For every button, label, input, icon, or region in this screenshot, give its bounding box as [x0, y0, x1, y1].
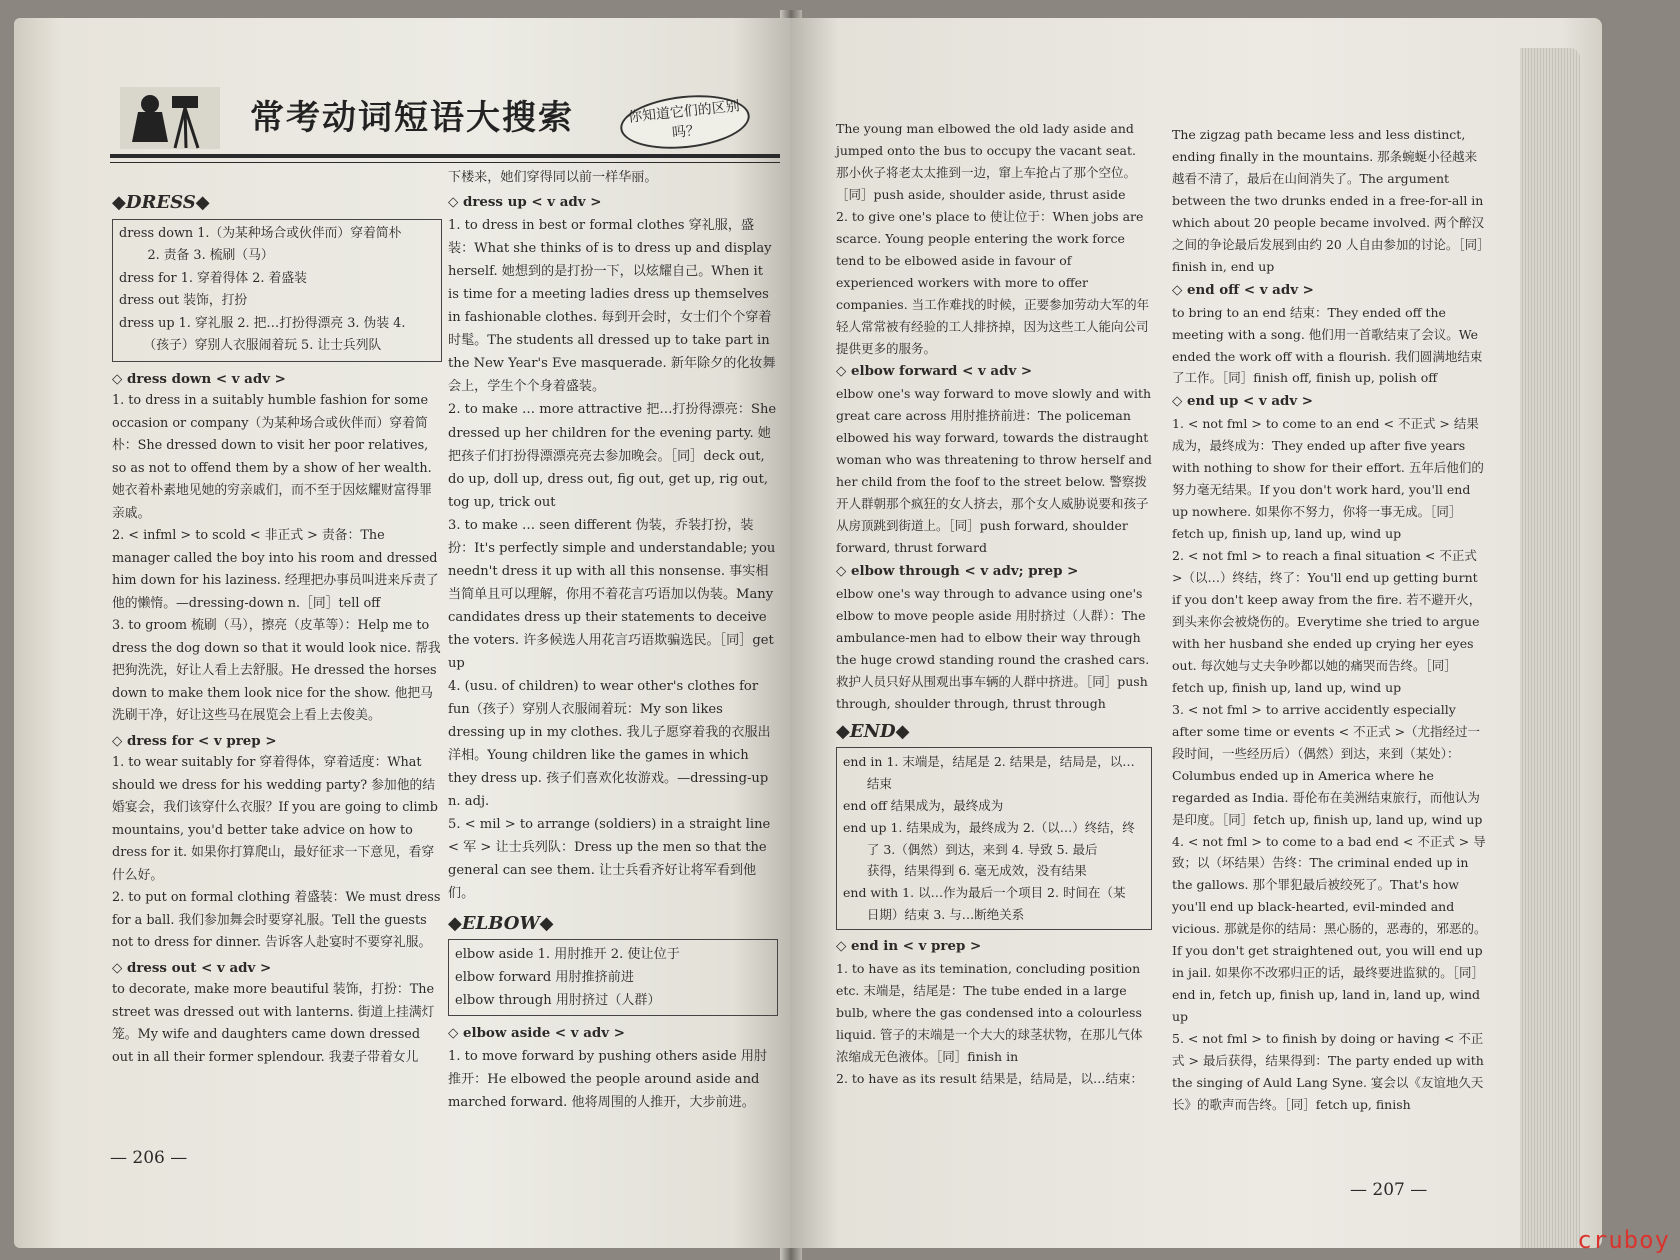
section-heading: ◆DRESS◆ [112, 192, 210, 213]
summary-line: dress down 1.（为某种场合或伙伴而）穿着简朴 [119, 225, 402, 241]
entry-heading: ◇ elbow through < v adv; prep > [836, 563, 1079, 580]
summary-line: 结束 [843, 775, 892, 791]
summary-line: （孩子）穿别人衣服闹着玩 5. 让士兵列队 [119, 338, 382, 353]
entry-paragraph: 1. to move forward by pushing others aside 用肘推开：He elbowed the people around aside and marched forward. 他将周围的人推开，大步前进。 [448, 1048, 768, 1110]
entry-paragraph: to bring to an end 结束：They ended off the meeting with a song. 他们用一首歌结束了会议。We ended the work off with a flourish. 我们圆满地结束了工作。［同］finish off, finish up, polish off [1172, 304, 1483, 386]
section-heading: ◆ELBOW◆ [448, 912, 554, 934]
section-heading: ◆END◆ [836, 720, 910, 742]
section-banner [110, 70, 780, 180]
entry-heading: ◇ dress down < v adv > [112, 370, 286, 387]
page-edge [1520, 48, 1580, 1248]
summary-line: 了 3.（偶然）到达，来到 4. 导致 5. 最后 [843, 841, 1098, 857]
banner-bubble: 你知道它们的区别吗？ [618, 89, 753, 154]
entry-paragraph: 5. < not fml > to finish by doing or having < 不正式 > 最后获得，结果得到：The party ended up with the singing of Auld Lang Syne. 宴会以《友谊地久天长》的歌声而告终。［同］fetch up, finish [1172, 1031, 1484, 1112]
entry-heading: ◇ elbow aside < v adv > [448, 1024, 625, 1041]
summary-line: 日期）结束 3. 与…断绝关系 [843, 907, 1025, 923]
summary-line: 2. 责备 3. 梳刷（马） [119, 248, 274, 263]
page-number-206: — 206 — [110, 1148, 188, 1168]
summary-line: end up 1. 结果成为，最终成为 2.（以…）终结，终 [843, 819, 1135, 835]
page-number-207: — 207 — [1350, 1180, 1428, 1200]
summary-line: 获得，结果得到 6. 毫无成效，没有结果 [843, 863, 1087, 879]
entry-paragraph: 5. < mil > to arrange (soldiers) in a straight line < 军 > 让士兵列队：Dress up the men so that the general can see them. 让士兵看齐好让将军看到他们。 [448, 817, 771, 902]
entry-paragraph: 1. < not fml > to come to an end < 不正式 > 结果成为，最终成为：They ended up after five years with nothing to show for their effort. 五年后他们的努力毫无结果。If you don't work hard, you'll end up nowhere. 如果你不努力，你将一事无成。［同］fetch up, finish up, land up, wind up [1172, 416, 1484, 542]
summary-line: elbow forward 用肘推挤前进 [455, 969, 634, 985]
entry-heading: ◇ elbow forward < v adv > [836, 363, 1033, 380]
right-page-column-1 [836, 118, 1152, 1090]
right-page [790, 18, 1602, 1248]
entry-paragraph: 3. to make … seen different 伪装，乔装打扮，装扮：It's perfectly simple and understandable; you needn't dress it up with all this nonsense. 事实相当简单且可以理解，你用不着花言巧语加以伪装。Many candidates dress up their statements to deceive the voters. 许多候选人用花言巧语欺骗选民。［同］get up [448, 517, 776, 671]
entry-paragraph: to decorate, make more beautiful 装饰，打扮：The street was dressed out with lanterns. 街道上挂满灯笼。My wife and daughters came down dressed out in all their former splendour. 我妻子带着女儿 [112, 982, 435, 1065]
entry-heading: ◇ end up < v adv > [1172, 393, 1314, 410]
banner-title: 常考动词短语大搜索 [250, 98, 574, 138]
entry-paragraph: 1. to have as its temination, concluding position etc. 末端是，结尾是：The tube ended in a large bulb, where the gas condensed into a colourless liquid. 管子的末端是一个大大的球茎状物，在那儿气体浓缩成无色液体。［同］finish in [836, 961, 1143, 1065]
entry-heading: ◇ dress out < v adv > [112, 959, 272, 976]
banner-rule [110, 154, 780, 158]
phrase-summary-box [448, 939, 778, 1016]
entry-heading: ◇ dress for < v prep > [112, 732, 277, 749]
entry-heading: ◇ end in < v prep > [836, 938, 982, 955]
summary-line: dress out 装饰，打扮 [119, 293, 248, 308]
entry-heading: ◇ end off < v adv > [1172, 281, 1314, 298]
entry-paragraph: 2. < infml > to scold < 非正式 > 责备：The manager called the boy into his room and dressed him down for his laziness. 经理把办事员叫进来斥责了他的懒惰。—dressing-down n.［同］tell off [112, 528, 439, 611]
left-page-column-1 [112, 186, 442, 1069]
entry-paragraph: The zigzag path became less and less distinct, ending finally in the mountains. 那条蜿蜒小径越来越看不清了，最后在山间消失了。The argument between the two drunks ended in a free-for-all in which about 20 people became involved. 两个醉汉之间的争论最后发展到由约 20 人自由参加的讨论。［同］finish in, end up [1172, 127, 1485, 274]
summary-line: elbow through 用肘挤过（人群） [455, 992, 661, 1008]
entry-paragraph: elbow one's way forward to move slowly and with great care across 用肘推挤前进：The policeman elbowed his way forward, towards the distraught woman who was threatening to throw herself and her child from the foof to the street below. 警察拨开人群朝那个疯狂的女人挤去，那个女人威胁说要和孩子从房顶跳到街道上。［同］push forward, shoulder forward, thrust forward [836, 386, 1152, 556]
entry-paragraph: 4. (usu. of children) to wear other's clothes for fun（孩子）穿别人衣服闹着玩：My son likes dressing up in my clothes. 我儿子愿穿着我的衣服出洋相。Young children like the games in which they dress up. 孩子们喜欢化妆游戏。—dressing-up n. adj. [448, 679, 771, 810]
entry-paragraph: 1. to dress in a suitably humble fashion for some occasion or company（为某种场合或伙伴而）穿着简朴：She dressed down to visit her poor relatives, so as not to offend them by a show of her wealth. 她衣着朴素地见她的穷亲戚们，而不至于因炫耀财富得罪亲戚。 [112, 393, 432, 521]
banner-rule-thin [110, 162, 780, 163]
summary-line: dress up 1. 穿礼服 2. 把…打扮得漂亮 3. 伪装 4. [119, 315, 406, 331]
entry-paragraph: 2. to have as its result 结果是，结局是，以…结束： [836, 1071, 1143, 1087]
watermark: cruboy [1577, 1226, 1670, 1254]
summary-line: end off 结果成为，最终成为 [843, 797, 1004, 813]
entry-paragraph: 3. to groom 梳刷（马），擦亮（皮革等）：Help me to dress the dog down so that it would look nice. 帮我把狗洗洗，好让人看上去舒服。He dressed the horses down to make them look nice for the show. 他把马洗刷干净，好让这些马在展览会上看上去俊美。 [112, 618, 441, 723]
entry-heading: ◇ dress up < v adv > [448, 194, 602, 211]
entry-paragraph: 1. to wear suitably for 穿着得体，穿着适度：What should we dress for his wedding party? 参加他的结婚宴会，我们该穿什么衣服？If you are going to climb mountains, you'd better take advice on how to dress for it. 如果你打算爬山，最好征求一下意见，看穿什么好。 [112, 755, 438, 883]
right-page-column-2 [1172, 124, 1488, 1116]
entry-paragraph: 2. to give one's place to 使让位于：When jobs are scarce. Young people entering the work force tend to be elbowed aside in favour of experienced workers with more to offer companies. 当工作难找的时候，正要参加劳动大军的年轻人常常被有经验的工人排挤掉，因为这些工人能向公司提供更多的服务。 [836, 208, 1150, 356]
camera-tripod-icon [120, 82, 220, 152]
entry-paragraph: 2. < not fml > to reach a final situation < 不正式 >（以…）终结，终了：You'll end up getting burnt if you don't keep away from the fire. 若不避开火，到头来你会被烧伤的。Everytime she tried to argue with her husband she ended up crying her eyes out. 每次她与丈夫争吵都以她的痛哭而告终。［同］fetch up, finish up, land up, wind up [1172, 548, 1482, 695]
entry-paragraph: 4. < not fml > to come to a bad end < 不正式 > 导致；以（坏结果）告终：The criminal ended up in the gallows. 那个罪犯最后被绞死了。That's how you'll end up black-hearted, evil-minded and vicious. 那就是你的结局：黑心肠的，恶毒的，邪恶的。If you don't get straightened out, you will end up in jail. 如果你不改邪归正的话，最终要进监狱的。［同］end in, fetch up, finish up, land in, land up, wind up [1172, 833, 1487, 1025]
left-page-column-2 [448, 166, 778, 1114]
left-page [14, 18, 796, 1248]
summary-line: end with 1. 以…作为最后一个项目 2. 时间在（某 [843, 885, 1126, 901]
phrase-summary-box [836, 747, 1152, 931]
entry-paragraph: 2. to make … more attractive 把…打扮得漂亮：She dressed up her children for the evening party. 她把孩子们打扮得漂漂亮亮去参加晚会。［同］deck out, do up, doll up, dress out, fig out, get up, rig out, tog up, trick out [448, 402, 777, 510]
entry-paragraph: The young man elbowed the old lady aside and jumped onto the bus to occupy the vacant seat. 那小伙子将老太太推到一边，窜上车抢占了那个空位。［同］push aside, shoulder aside, thrust aside [836, 121, 1137, 202]
entry-paragraph: 1. to dress in best or formal clothes 穿礼服，盛装：What she thinks of is to dress up and display herself. 她想到的是打扮一下，以炫耀自己。When it is time for a meeting ladies dress up themselves in fashionable clothes. 每到开会时，女士们个个穿着时髦。The students all dressed up to take part in the New Year's Eve masquerade. 新年除夕的化妆舞会上，学生个个身着盛装。 [448, 218, 776, 395]
entry-paragraph: 下楼来，她们穿得同以前一样华丽。 [448, 170, 658, 185]
summary-line: end in 1. 末端是，结尾是 2. 结果是，结局是，以… [843, 753, 1135, 769]
phrase-summary-box [112, 219, 442, 362]
entry-paragraph: elbow one's way through to advance using one's elbow to move people aside 用肘挤过（人群）：The ambulance-men had to elbow their way through the huge crowd standing round the crashed cars. 救护人员只好从围观出事车辆的人群中挤进。［同］push through, shoulder through, thrust through [836, 586, 1150, 711]
entry-paragraph: 3. < not fml > to arrive accidently especially after some time or events < 不正式 >（尤指经过一段时间，一些经历后）（偶然）到达，来到（某处）：Columbus ended up in America where he regarded as India. 哥伦布在美洲结束旅行，而他认为是印度。［同］fetch up, finish up, land up, wind up [1172, 701, 1483, 827]
summary-line: elbow aside 1. 用肘推开 2. 使让位于 [455, 946, 680, 962]
summary-line: dress for 1. 穿着得体 2. 着盛装 [119, 270, 307, 286]
entry-paragraph: 2. to put on formal clothing 着盛装：We must dress for a ball. 我们参加舞会时要穿礼服。Tell the guests not to dress for dinner. 告诉客人赴宴时不要穿礼服。 [112, 890, 441, 950]
